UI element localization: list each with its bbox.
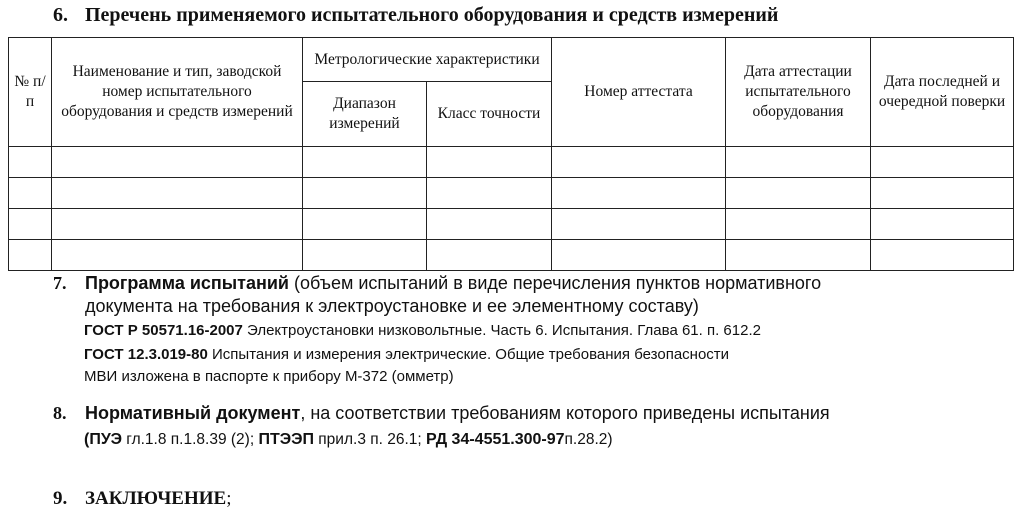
header-attestation-date: Дата аттестации испытательного оборудования	[726, 38, 871, 147]
section-6-heading	[53, 4, 778, 27]
gost-line-2	[84, 346, 729, 363]
section-9-heading	[53, 488, 231, 510]
table-row	[9, 178, 1014, 209]
ref-3-code: РД 34-4551.300-97	[426, 431, 565, 448]
section-9-number: 9.	[53, 488, 68, 509]
section-8-references	[84, 431, 613, 449]
section-8-number: 8.	[53, 403, 67, 423]
ref-2-code: ПТЭЭП	[258, 431, 314, 448]
section-7-title: Программа испытаний	[85, 273, 289, 293]
gost-line-1	[84, 322, 761, 339]
header-metrological: Метрологические характеристики	[303, 38, 552, 82]
section-7-heading	[53, 272, 821, 295]
header-accuracy-class: Класс точности	[427, 82, 552, 147]
gost-2-code: ГОСТ 12.3.019-80	[84, 346, 208, 363]
section-8-heading	[53, 402, 830, 425]
table-row	[9, 240, 1014, 271]
ref-1-code: ПУЭ	[89, 431, 122, 448]
section-9-title: ЗАКЛЮЧЕНИЕ	[85, 488, 227, 509]
header-verification-date: Дата последней и очередной поверки	[871, 38, 1014, 147]
header-equipment-name: Наименование и тип, заводской номер испытательного оборудования и средств измерений	[52, 38, 303, 147]
ref-1-text: гл.1.8 п.1.8.39 (2);	[121, 431, 259, 448]
header-measurement-range: Диапазон измерений	[303, 82, 427, 147]
section-7-title-rest: (объем испытаний в виде перечисления пунктов нормативного	[289, 273, 822, 293]
table-row	[9, 147, 1014, 178]
section-7	[53, 272, 821, 318]
section-8-title: Нормативный документ	[85, 403, 301, 423]
section-9-suffix: ;	[226, 488, 232, 509]
equipment-table	[8, 37, 1014, 271]
table-header-row	[9, 38, 1014, 82]
header-number: № п/п	[9, 38, 52, 147]
table-row	[9, 209, 1014, 240]
ref-3-text: п.28.2)	[564, 431, 613, 448]
ref-2-text: прил.3 п. 26.1;	[313, 431, 427, 448]
section-7-number: 7.	[53, 273, 67, 293]
header-certificate-number: Номер аттестата	[552, 38, 726, 147]
mvi-line: МВИ изложена в паспорте к прибору М-372 (омметр)	[84, 368, 454, 385]
section-8-title-rest: , на соответствии требованиям которого приведены испытания	[300, 403, 830, 423]
gost-1-code: ГОСТ Р 50571.16-2007	[84, 322, 243, 339]
gost-1-text: Электроустановки низковольтные. Часть 6. Испытания. Глава 61. п. 612.2	[242, 322, 761, 339]
ref-open-paren: (	[84, 431, 90, 448]
section-6-number: 6.	[53, 4, 68, 26]
gost-2-text: Испытания и измерения электрические. Общие требования безопасности	[207, 346, 730, 363]
section-6-title: Перечень применяемого испытательного оборудования и средств измерений	[85, 4, 779, 26]
section-7-line-2: документа на требования к электроустановке и ее элементному составу)	[85, 296, 699, 316]
